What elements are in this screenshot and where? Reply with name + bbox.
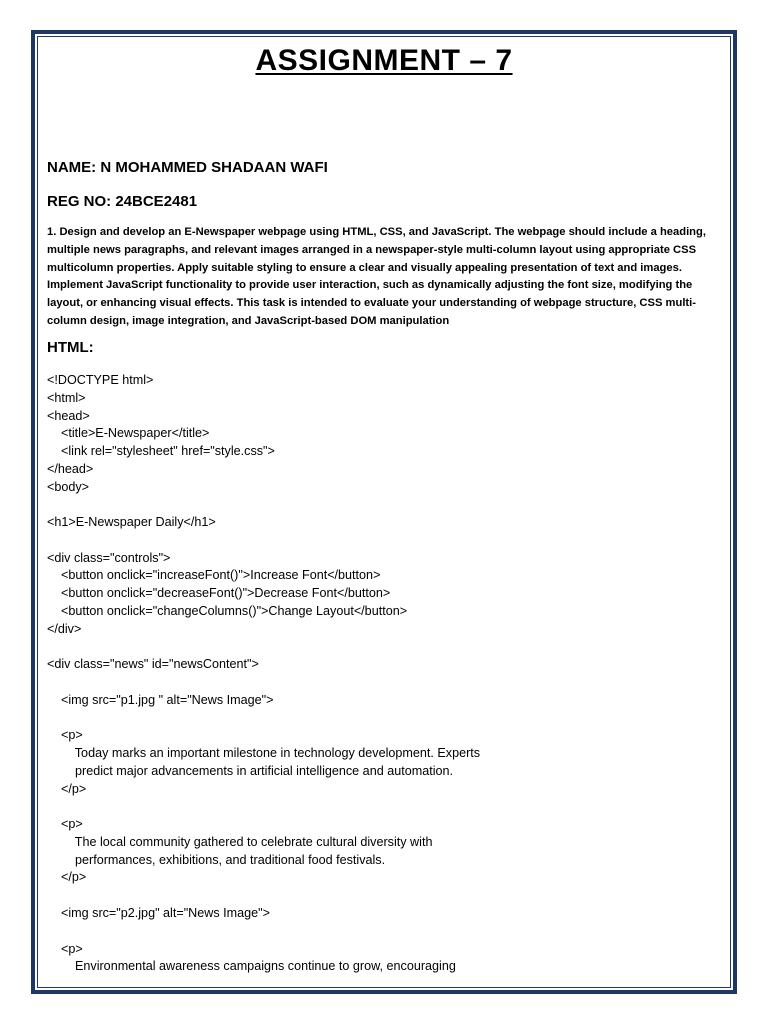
code-line: <div class="news" id="newsContent"> [47,657,259,672]
code-line [47,638,707,656]
code-line: <button onclick="increaseFont()">Increase Font</button> [47,568,381,583]
code-line: <p> [47,941,83,956]
code-line: <body> [47,479,90,494]
code-line: <h1>E-Newspaper Daily</h1> [47,515,216,530]
code-line [47,496,707,514]
code-line: <p> [47,728,83,743]
code-line: </p> [47,870,87,885]
question-line: multicolumn properties. Apply suitable styling to ensure a clear and visually appealing presentation of text and images. [47,261,682,274]
code-line: <link rel="stylesheet" href="style.css"> [47,444,275,459]
code-line: Environmental awareness campaigns continue to grow, encouraging [47,959,456,974]
code-line [47,887,707,905]
question-text [47,224,706,331]
question-line: 1. Design and develop an E-Newspaper webpage using HTML, CSS, and JavaScript. The webpage should include a heading, [47,226,706,238]
code-line: <head> [47,408,90,423]
question-line: column design, image integration, and JavaScript-based DOM manipulation [47,314,450,327]
code-line: </div> [47,621,82,636]
code-line: <button onclick="changeColumns()">Change Layout</button> [47,603,408,618]
code-line: <img src="p2.jpg" alt="News Image"> [47,905,270,920]
code-line: <button onclick="decreaseFont()">Decrease Font</button> [47,586,391,601]
code-line [47,674,707,692]
question-line: multiple news paragraphs, and relevant images arranged in a newspaper-style multi-column layout using appropriate CSS [47,243,697,256]
code-line [47,923,707,941]
assignment-title: ASSIGNMENT – 7 [255,44,513,77]
code-line: performances, exhibitions, and traditional food festivals. [47,852,386,867]
code-listing [47,372,707,976]
code-line: <p> [47,817,83,832]
code-line [47,532,707,550]
question-line: Implement JavaScript functionality to provide user interaction, such as dynamically adjusting the font size, modifying the [47,279,693,292]
code-line: </p> [47,781,87,796]
code-line [47,798,707,816]
code-line: </head> [47,461,94,476]
code-line: Today marks an important milestone in technology development. Experts [47,746,481,761]
code-line: The local community gathered to celebrate cultural diversity with [47,834,433,849]
code-line: <html> [47,390,86,405]
question-line: layout, or enhancing visual effects. This task is intended to evaluate your understanding of webpage structure, CSS multi- [47,297,696,310]
student-name: NAME: N MOHAMMED SHADAAN WAFI [47,159,328,176]
code-line: <!DOCTYPE html> [47,373,154,387]
code-line: predict major advancements in artificial intelligence and automation. [47,763,454,778]
code-line: <title>E-Newspaper</title> [47,426,210,441]
code-line: <div class="controls"> [47,550,171,565]
section-heading-html: HTML: [47,339,94,356]
code-line: <img src="p1.jpg " alt="News Image"> [47,692,274,707]
code-line [47,710,707,728]
registration-number: REG NO: 24BCE2481 [47,193,198,210]
